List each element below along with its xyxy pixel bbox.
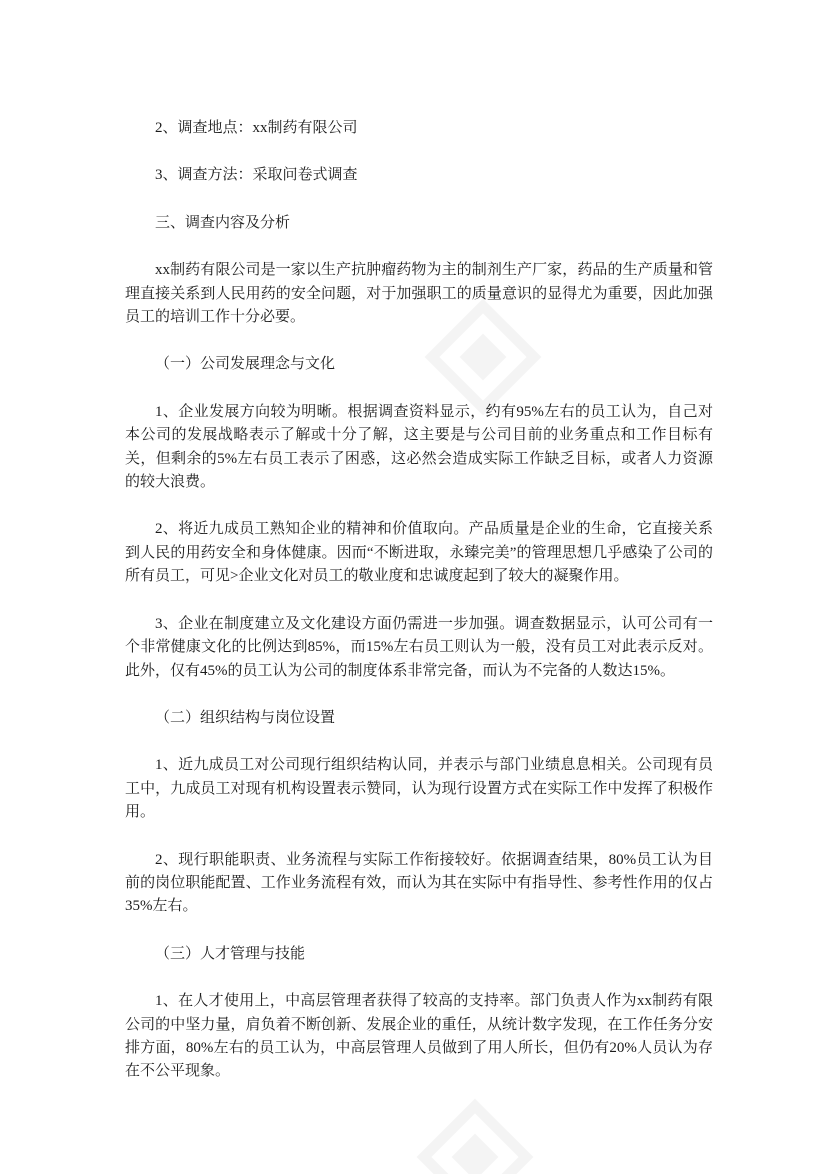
- section-heading-content-analysis: 三、调查内容及分析: [155, 214, 291, 231]
- subsection-heading-culture: （一）公司发展理念与文化: [155, 356, 336, 373]
- paragraph-culture-point-2: 2、将近九成员工熟知企业的精神和价值取向。产品质量是企业的生命，它直接关系到人民的用药安全和身体健康。因而“不断进取，永臻完美”的管理思想几乎感染了公司的所有员工，可见>企业文化对员工的敬业度和忠诚度起到了较大的凝聚作用。: [125, 521, 713, 585]
- paragraph-talent-point-1: 1、在人才使用上，中高层管理者获得了较高的支持率。部门负责人作为xx制药有限公司的中坚力量，肩负着不断创新、发展企业的重任，从统计数字发现，在工作任务分安排方面，80%左右的员工认为，中高层管理人员做到了用人所长，但仍有20%人员认为存在不公平现象。: [125, 993, 713, 1080]
- list-item-survey-method: 3、调查方法：采取问卷式调查: [155, 167, 358, 184]
- paragraph-structure-point-1: 1、近九成员工对公司现行组织结构认同，并表示与部门业绩息息相关。公司现有员工中，九成员工对现有机构设置表示赞同，认为现行设置方式在实际工作中发挥了积极作用。: [125, 757, 713, 821]
- paragraph-company-intro: xx制药有限公司是一家以生产抗肿瘤药物为主的制剂生产厂家，药品的生产质量和管理直接关系到人民用药的安全问题，对于加强职工的质量意识的显得尤为重要，因此加强员工的培训工作十分必要。: [125, 262, 713, 326]
- subsection-heading-structure: （二）组织结构与岗位设置: [155, 709, 336, 726]
- paragraph-structure-point-2: 2、现行职能职责、业务流程与实际工作衔接较好。依据调查结果，80%员工认为目前的岗位职能配置、工作业务流程有效，而认为其在实际中有指导性、参考性作用的仅占35%左右。: [125, 851, 713, 915]
- list-item-survey-location: 2、调查地点：xx制药有限公司: [155, 120, 358, 136]
- paragraph-culture-point-1: 1、企业发展方向较为明晰。根据调查资料显示，约有95%左右的员工认为，自己对本公司的发展战略表示了解或十分了解，这主要是与公司目前的业务重点和工作目标有关，但剩余的5%左右员工表示了困惑，这必然会造成实际工作缺乏目标，或者人力资源的较大浪费。: [125, 403, 713, 491]
- subsection-heading-talent: （三）人才管理与技能: [155, 945, 306, 962]
- paragraph-culture-point-3: 3、企业在制度建立及文化建设方面仍需进一步加强。调查数据显示，认可公司有一个非常健康文化的比例达到85%，而15%左右员工则认为一般，没有员工对此表示反对。此外，仅有45%的员工认为公司的制度体系非常完备，而认为不完备的人数达15%。: [125, 615, 713, 679]
- document-content: [125, 117, 713, 1108]
